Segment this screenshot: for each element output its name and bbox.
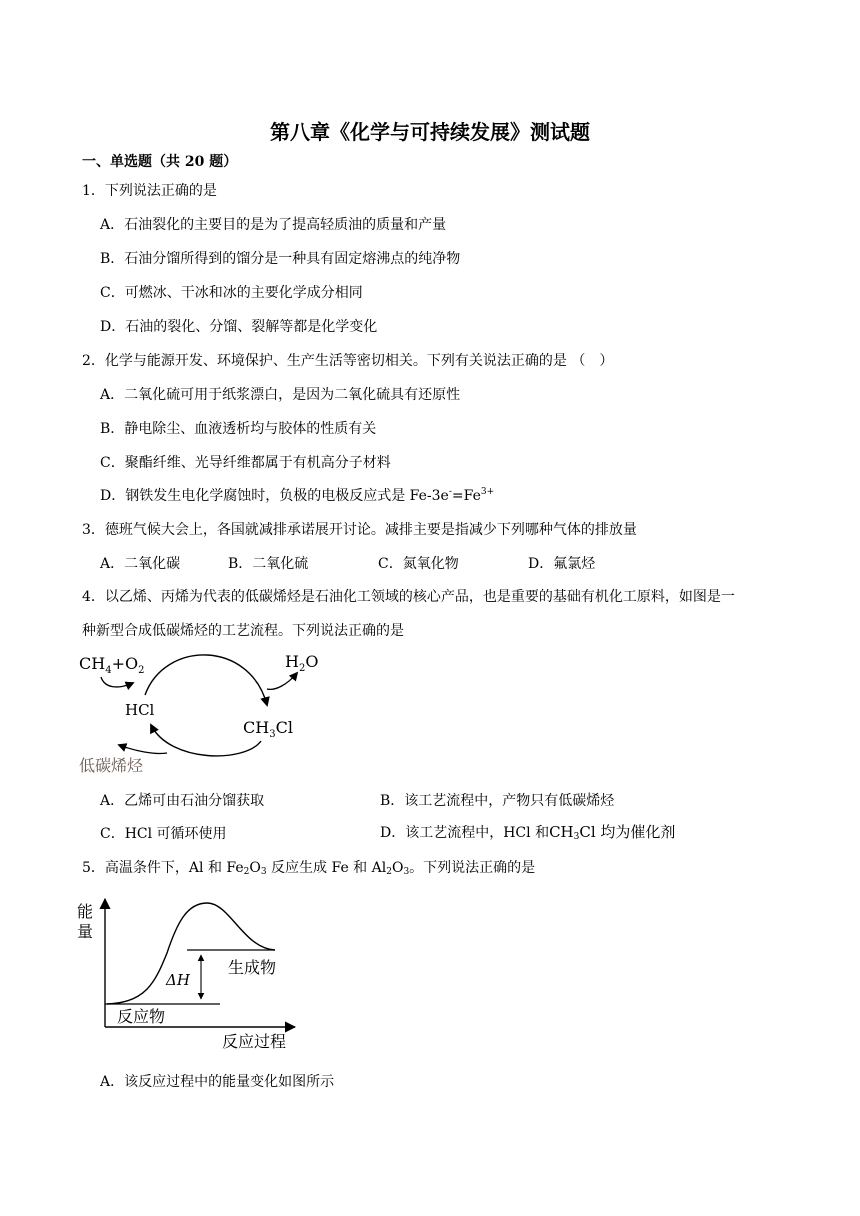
y-axis-label-2: 量	[77, 922, 94, 941]
page-title: 第八章《化学与可持续发展》测试题	[270, 120, 590, 144]
energy-diagram	[75, 893, 305, 1055]
q5-option-a: A．该反应过程中的能量变化如图所示	[100, 1074, 335, 1090]
q4-option-c: C．HCl 可循环使用	[100, 826, 227, 842]
reactant-level-label: 反应物	[117, 1007, 166, 1026]
q3-option-b: B．二氧化硫	[228, 556, 309, 572]
q2-option-d	[100, 485, 494, 505]
q2-option-c: C．聚酯纤维、光导纤维都属于有机高分子材料	[100, 455, 391, 471]
q2-option-d-charge-1: -	[448, 487, 452, 497]
reactant-label: $CH_4+O_2$	[79, 654, 145, 676]
process-flow-diagram	[75, 645, 335, 780]
q3-option-d: D．氟氯烃	[528, 556, 596, 572]
product-out-arrow	[119, 745, 167, 754]
feed-arrow	[101, 677, 133, 687]
q1-option-a: A．石油裂化的主要目的是为了提高轻质油的质量和产量	[100, 217, 447, 233]
q4-option-d-text: D．该工艺流程中，HCl 和	[380, 825, 550, 841]
product-level-label: 生成物	[228, 958, 277, 977]
section-heading: 一、单选题（共 20 题）	[82, 154, 238, 170]
q1-option-d: D．石油的裂化、分馏、裂解等都是化学变化	[100, 319, 378, 335]
q1-option-b: B．石油分馏所得到的馏分是一种具有固定熔沸点的纯净物	[100, 251, 461, 267]
delta-h-label: ΔH	[166, 971, 190, 989]
question-4-stem-line-1: 4．以乙烯、丙烯为代表的低碳烯烃是石油化工领域的核心产品，也是重要的基础有机化工原料，如图是一	[82, 589, 735, 605]
q3-option-c: C．氮氧化物	[378, 556, 459, 572]
q1-option-c: C．可燃冰、干冰和冰的主要化学成分相同	[100, 285, 363, 301]
question-1-stem: 1．下列说法正确的是	[82, 183, 217, 199]
water-label: $H_2O$	[285, 652, 319, 674]
q4-option-d	[380, 821, 675, 842]
hcl-label: HCl	[125, 701, 155, 719]
question-2-stem: 2．化学与能源开发、环境保护、生产生活等密切相关。下列有关说法正确的是 （ ）	[82, 353, 614, 369]
q2-option-d-text: D．钢铁发生电化学腐蚀时，负极的电极反应式是 Fe-3e	[100, 488, 449, 504]
y-axis-label-1: 能	[77, 902, 94, 921]
q3-option-a: A．二氧化碳	[100, 556, 181, 572]
upper-cycle-arrow	[145, 655, 267, 705]
ch3cl-label: $CH_3Cl$	[243, 718, 293, 740]
q4-option-b: B．该工艺流程中，产物只有低碳烯烃	[380, 793, 615, 809]
question-5-stem: 5．高温条件下，Al 和 $Fe_2O_3$ 反应生成 Fe 和 $Al_2O_3$。下列说法正确的是	[82, 860, 536, 877]
product-label: 低碳烯烃	[79, 756, 144, 775]
q4-option-d-formula: $CH_3Cl$ 均为催化剂	[549, 823, 676, 842]
q2-option-d-charge-2: 3+	[480, 487, 495, 497]
water-out-arrow	[267, 673, 297, 689]
question-3-stem: 3．德班气候大会上，各国就减排承诺展开讨论。减排主要是指减少下列哪种气体的排放量	[82, 522, 637, 538]
energy-curve	[107, 903, 275, 1004]
question-4-stem-line-2: 种新型合成低碳烯烃的工艺流程。下列说法正确的是	[82, 623, 404, 639]
q2-option-b: B．静电除尘、血液透析均与胶体的性质有关	[100, 421, 377, 437]
q2-option-d-text-2: =Fe	[451, 488, 481, 504]
x-axis-label: 反应过程	[222, 1032, 287, 1051]
q2-option-a: A．二氧化硫可用于纸浆漂白，是因为二氧化硫具有还原性	[100, 387, 461, 403]
q4-option-a: A．乙烯可由石油分馏获取	[100, 793, 265, 809]
